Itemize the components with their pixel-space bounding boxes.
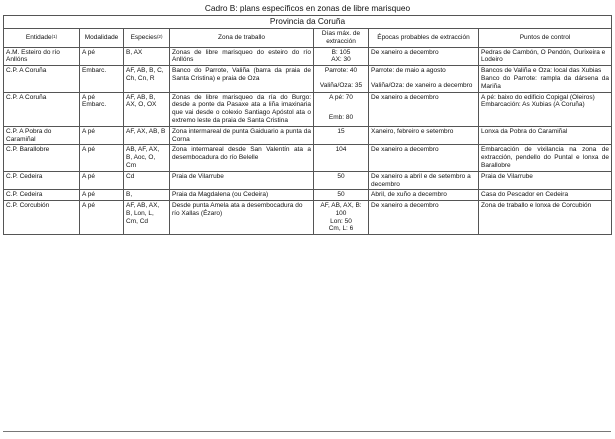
cell-dias: AF, AB, AX, B: 100 Lon: 50 Cm, L: 6: [314, 201, 369, 235]
cell-puntos: Lonxa da Pobra do Caramiñal: [479, 126, 612, 145]
cell-entidade: C.P. Cedeira: [4, 171, 80, 190]
cell-epocas: Xaneiro, febreiro e setembro: [369, 126, 479, 145]
column-header-row: [4, 28, 612, 47]
cell-zona: Praia da Magdalena (ou Cedeira): [170, 190, 314, 201]
cell-especies: B, AX: [124, 47, 170, 66]
header-dias: Días máx. de extracción: [314, 28, 369, 47]
cell-modalidade: A pé: [80, 190, 124, 201]
table-row: [4, 47, 612, 66]
cell-dias: 50: [314, 171, 369, 190]
header-entidade: Entidade$^{(1)}$: [4, 28, 80, 47]
cell-dias: 50: [314, 190, 369, 201]
table-row: [4, 92, 612, 126]
header-puntos: Puntos de control: [479, 28, 612, 47]
cell-modalidade: A pé: [80, 201, 124, 235]
table-caption: Cadro B: plans específicos en zonas de libre marisqueo: [204, 3, 411, 13]
cell-zona: Praia de Vilarrube: [170, 171, 314, 190]
cell-puntos: Embarcación de vixilancia na zona de extracción, pendello do Puntal e lonxa de Barallobre: [479, 145, 612, 171]
cell-zona: Banco do Parrote, Valiña (barra da praia de Santa Cristina) e praia de Oza: [170, 66, 314, 92]
cell-entidade: C.P. A Coruña: [4, 66, 80, 92]
cell-especies: B,: [124, 190, 170, 201]
cell-modalidade: A pé: [80, 145, 124, 171]
header-especies: Especies$^{(2)}$: [124, 28, 170, 47]
cell-epocas: De xaneiro a decembro: [369, 47, 479, 66]
cell-zona: Zonas de libre marisqueo da ría do Burgo: desde a ponte da Pasaxe ata a liña imaxinaria que vai desde o colexio Santiago Apóstol ata o extremo leste da praia de Santa Cristina: [170, 92, 314, 126]
cell-epocas: De xaneiro a decembro: [369, 92, 479, 126]
cell-especies: AF, AX, AB, B: [124, 126, 170, 145]
cell-especies: Cd: [124, 171, 170, 190]
cell-epocas: De xaneiro a decembro: [369, 201, 479, 235]
cell-dias: Parrote: 40 Valiña/Oza: 35: [314, 66, 369, 92]
cell-epocas: Abril, de xuño a decembro: [369, 190, 479, 201]
cell-dias: A pé: 70 Emb: 80: [314, 92, 369, 126]
cell-modalidade: A pé Embarc.: [80, 92, 124, 126]
cell-entidade: C.P. Cedeira: [4, 190, 80, 201]
cell-especies: AF, AB, B, C, Ch, Cn, R: [124, 66, 170, 92]
cell-modalidade: A pé: [80, 47, 124, 66]
cell-modalidade: A pé: [80, 171, 124, 190]
cell-dias: B: 105 AX: 30: [314, 47, 369, 66]
cell-zona: Desde punta Amela ata a desembocadura do río Xallas (Ézaro): [170, 201, 314, 235]
cell-epocas: De xaneiro a decembro: [369, 145, 479, 171]
header-epocas: Épocas probables de extracción: [369, 28, 479, 47]
cell-dias: 104: [314, 145, 369, 171]
table-row: [4, 201, 612, 235]
header-modalidade: Modalidade: [80, 28, 124, 47]
cell-modalidade: Embarc.: [80, 66, 124, 92]
cell-entidade: C.P. Barallobre: [4, 145, 80, 171]
header-zona: Zona de traballo: [170, 28, 314, 47]
province-header: Provincia da Coruña: [4, 16, 612, 29]
table-row: [4, 66, 612, 92]
table-row: [4, 145, 612, 171]
cell-zona: Zona intermareal de punta Gaiduario a punta da Corna: [170, 126, 314, 145]
cell-puntos: A pé: baixo do edificio Copigal (Oleiros) Embarcación: As Xubias (A Coruña): [479, 92, 612, 126]
table-row: [4, 190, 612, 201]
cell-especies: AF, AB, AX, B, Lon, L, Cm, Cd: [124, 201, 170, 235]
cell-puntos: Pedras de Cambón, O Pendón, Ourixeira e Lodeiro: [479, 47, 612, 66]
table-row: [4, 171, 612, 190]
cell-modalidade: A pé: [80, 126, 124, 145]
cell-especies: AB, AF, AX, B, Aoc, O, Cm: [124, 145, 170, 171]
table-row: [4, 126, 612, 145]
cell-entidade: C.P. A Pobra do Caramiñal: [4, 126, 80, 145]
cell-zona: Zonas de libre marisqueo do esteiro do río Anllóns: [170, 47, 314, 66]
specific-plans-table: [3, 15, 612, 235]
cell-epocas: De xaneiro a abril e de setembro a decembro: [369, 171, 479, 190]
cell-especies: AF, AB, B, AX, O, OX: [124, 92, 170, 126]
cell-zona: Zona intermareal desde San Valentín ata a desembocadura do río Belelle: [170, 145, 314, 171]
cell-puntos: Bancos de Valiña e Oza: local das Xubias Banco do Parrote: rampla da dársena da Mariña: [479, 66, 612, 92]
page-bottom-rule: [3, 431, 611, 432]
cell-entidade: C.P. Corcubión: [4, 201, 80, 235]
cell-puntos: Zona de traballo e lonxa de Corcubión: [479, 201, 612, 235]
cell-entidade: C.P. A Coruña: [4, 92, 80, 126]
cell-epocas: Parrote: de maio a agosto Valiña/Oza: de xaneiro a decembro: [369, 66, 479, 92]
cell-entidade: A.M. Esteiro do río Anllóns: [4, 47, 80, 66]
cell-puntos: Praia de Vilarrube: [479, 171, 612, 190]
cell-puntos: Casa do Pescador en Cedeira: [479, 190, 612, 201]
cell-dias: 15: [314, 126, 369, 145]
